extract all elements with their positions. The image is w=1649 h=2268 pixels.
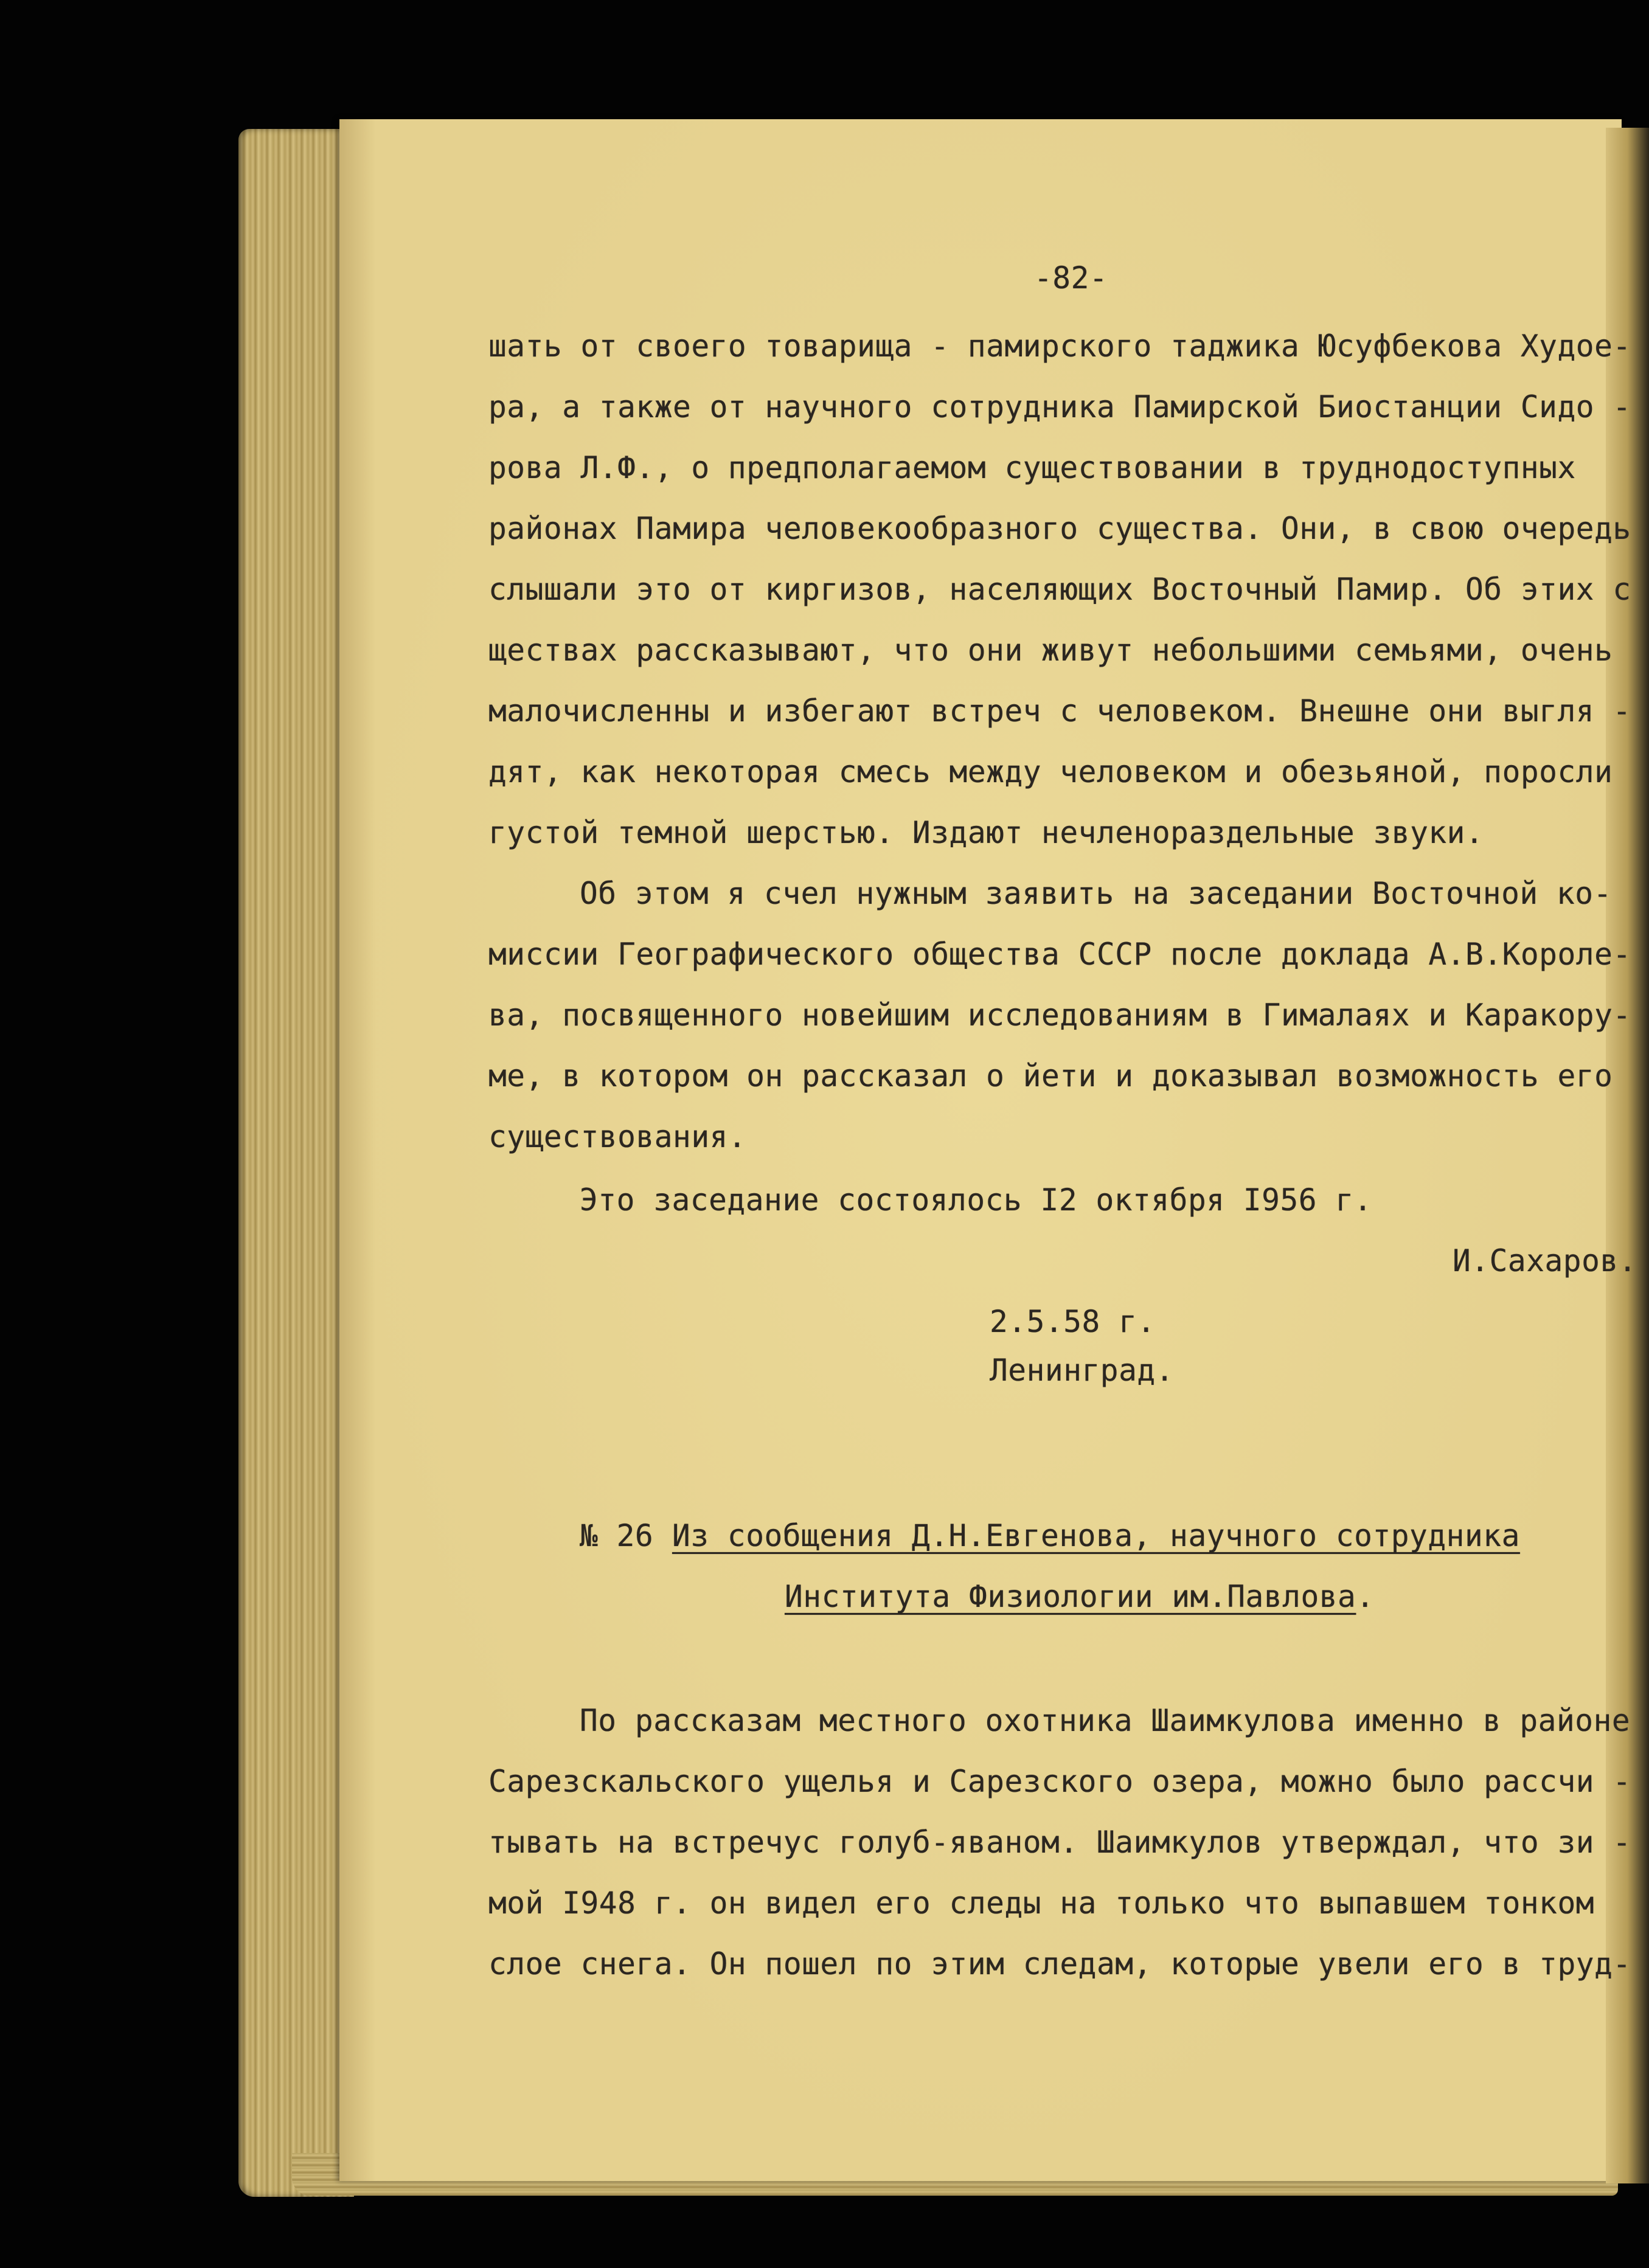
- text-line: Об этом я счел нужным заявить на заседании Восточной ко-: [580, 876, 1612, 911]
- heading-line-1: Из сообщения Д.Н.Евгенова, научного сотрудника: [672, 1518, 1520, 1553]
- signature: И.Сахаров.: [1453, 1243, 1637, 1278]
- text-line: тывать на встречус голуб-яваном. Шаимкулов утверждал, что зи -: [488, 1825, 1631, 1860]
- text-line: мой I948 г. он видел его следы на только что выпавшем тонком: [488, 1885, 1595, 1921]
- page-right-edge: [1606, 128, 1649, 2183]
- text-line: слое снега. Он пошел по этим следам, которые увели его в труд-: [488, 1946, 1631, 1982]
- page-number: -82-: [1034, 260, 1108, 296]
- heading-line-2-period: .: [1356, 1579, 1375, 1614]
- text-line: ществах рассказывают, что они живут небольшими семьями, очень: [488, 633, 1613, 668]
- text-line: дят, как некоторая смесь между человеком и обезьяной, поросли: [488, 754, 1613, 789]
- text-line: ра, а также от научного сотрудника Памирской Биостанции Сидо -: [488, 389, 1631, 425]
- text-line: Это заседание состоялось I2 октября I956 г.: [580, 1182, 1372, 1218]
- letter-date: 2.5.58 г.: [990, 1304, 1156, 1339]
- heading-line-2: [785, 1579, 1375, 1614]
- letter-place: Ленинград.: [990, 1353, 1175, 1388]
- heading-line-2-text: Института Физиологии им.Павлова: [785, 1579, 1356, 1614]
- text-line: ме, в котором он рассказал о йети и доказывал возможность его: [488, 1058, 1613, 1094]
- text-line: ва, посвященного новейшим исследованиям в Гималаях и Каракору-: [488, 997, 1631, 1033]
- text-line: По рассказам местного охотника Шаимкулова именно в районе: [580, 1703, 1631, 1738]
- text-line: миссии Географического общества СССР после доклада А.В.Короле-: [488, 937, 1631, 972]
- text-line: Сарезскальского ущелья и Сарезского озера, можно было рассчи -: [488, 1764, 1631, 1799]
- text-line: районах Памира человекообразного существа. Они, в свою очередь: [488, 511, 1631, 546]
- text-line: рова Л.Ф., о предполагаемом существовании в труднодоступных: [488, 450, 1576, 485]
- book-page-edges: [238, 129, 354, 2197]
- text-line: существования.: [488, 1119, 747, 1154]
- text-line: шать от своего товарища - памирского таджика Юсуфбекова Худое-: [488, 328, 1631, 364]
- text-line: малочисленны и избегают встреч с человеком. Внешне они выгля -: [488, 693, 1631, 729]
- document-number: № 26: [580, 1518, 654, 1553]
- text-line: густой темной шерстью. Издают нечленораздельные звуки.: [488, 815, 1484, 850]
- text-line: слышали это от киргизов, населяющих Восточный Памир. Об этих с: [488, 572, 1631, 607]
